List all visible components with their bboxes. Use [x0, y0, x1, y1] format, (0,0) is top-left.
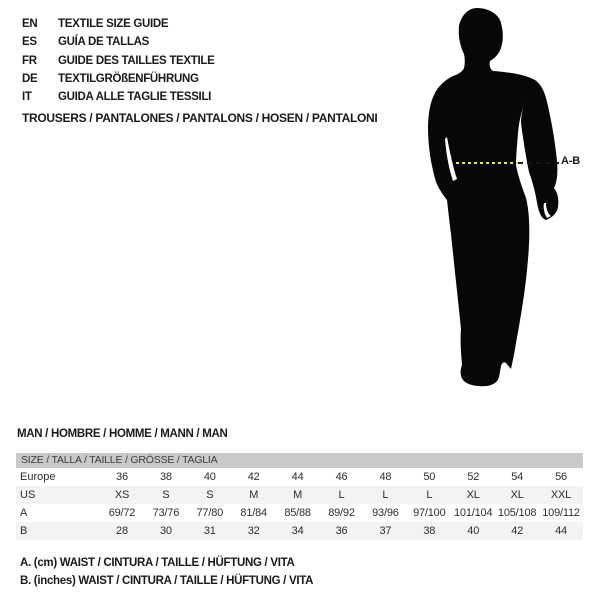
- table-cell: 44: [555, 525, 567, 537]
- language-label: GUIDA ALLE TAGLIE TESSILI: [58, 91, 212, 104]
- table-cell: XXL: [550, 489, 572, 501]
- measurement-notes: [20, 555, 313, 590]
- table-cell: M: [293, 489, 303, 501]
- language-row-fr: [22, 52, 215, 70]
- table-cell: 44: [291, 471, 304, 483]
- table-cell: 69/72: [108, 507, 136, 519]
- table-cell: 97/100: [413, 507, 446, 519]
- language-row-it: [22, 88, 215, 106]
- table-cell: 105/108: [497, 507, 537, 519]
- language-code: IT: [22, 91, 32, 104]
- table-cell: 46: [335, 471, 348, 483]
- table-cell: 52: [467, 471, 480, 483]
- table-cell: 85/88: [284, 507, 311, 519]
- table-cell: 38: [423, 525, 436, 537]
- gender-title: MAN / HOMBRE / HOMME / MANN / MAN: [17, 428, 228, 440]
- table-cell: XS: [114, 489, 130, 501]
- language-code: EN: [22, 18, 38, 30]
- table-cell: S: [206, 489, 214, 501]
- table-cell: 81/84: [240, 507, 267, 519]
- language-row-de: [22, 70, 215, 88]
- table-cell: 101/104: [454, 507, 493, 519]
- table-cell: XL: [510, 489, 524, 501]
- language-label: TEXTILGRÖßENFÜHRUNG: [58, 72, 199, 85]
- language-code: DE: [22, 72, 38, 85]
- row-label: Europe: [20, 471, 56, 483]
- language-row-en: [22, 15, 215, 33]
- table-cell: XL: [466, 489, 480, 501]
- table-cell: 54: [511, 471, 524, 483]
- language-code: ES: [22, 36, 37, 49]
- language-label: GUIDE DES TAILLES TEXTILE: [58, 54, 215, 67]
- table-cell: M: [249, 489, 259, 501]
- note-a: A. (cm) WAIST / CINTURA / TAILLE / HÜFTUNG / VITA: [20, 557, 295, 569]
- table-cell: 40: [203, 471, 216, 483]
- language-code: FR: [22, 54, 37, 67]
- language-legend: [22, 15, 215, 106]
- row-label: A: [20, 507, 28, 519]
- language-label: TEXTILE SIZE GUIDE: [58, 18, 169, 30]
- table-cell: S: [162, 489, 170, 501]
- table-cell: 34: [291, 525, 304, 537]
- table-cell: 30: [159, 525, 172, 537]
- table-row-a-cm: [16, 504, 583, 522]
- table-cell: 109/112: [542, 507, 580, 519]
- table-cell: 42: [511, 525, 524, 537]
- note-b: B. (inches) WAIST / CINTURA / TAILLE / HÜFTUNG / VITA: [20, 574, 314, 587]
- table-cell: L: [382, 489, 389, 501]
- table-cell: 73/76: [152, 507, 180, 519]
- waist-measure-leader-line: [518, 162, 559, 164]
- table-cell: 77/80: [196, 507, 224, 519]
- table-cell: 93/96: [372, 507, 399, 519]
- table-cell: 38: [159, 471, 172, 483]
- table-cell: 31: [203, 525, 216, 537]
- language-label: GUÍA DE TALLAS: [58, 36, 149, 49]
- table-cell: 36: [116, 471, 128, 483]
- table-cell: L: [426, 489, 433, 501]
- size-table: [16, 453, 583, 540]
- table-cell: 32: [247, 525, 260, 537]
- size-table-header: SIZE / TALLA / TAILLE / GRÖSSE / TAGLIA: [16, 453, 583, 468]
- table-cell: 56: [555, 471, 567, 483]
- table-cell: 48: [379, 471, 392, 483]
- table-cell: 36: [335, 525, 348, 537]
- row-label: US: [20, 489, 36, 501]
- category-title: TROUSERS / PANTALONES / PANTALONS / HOSEN / PANTALONI: [22, 111, 378, 125]
- table-row-us: [16, 486, 583, 504]
- measure-marker-label: A-B: [561, 155, 580, 167]
- table-row-b-inches: [16, 522, 583, 540]
- table-cell: 37: [379, 525, 392, 537]
- table-cell: 89/92: [328, 507, 355, 519]
- table-row-europe: [16, 468, 583, 486]
- table-cell: 40: [467, 525, 480, 537]
- table-cell: 42: [247, 471, 260, 483]
- table-cell: L: [338, 489, 345, 501]
- row-label: B: [20, 525, 28, 537]
- table-cell: 28: [116, 525, 128, 537]
- table-cell: 50: [423, 471, 436, 483]
- man-silhouette-figure: [425, 5, 565, 395]
- language-row-es: [22, 33, 215, 51]
- waist-measure-dotted-line: [456, 162, 518, 164]
